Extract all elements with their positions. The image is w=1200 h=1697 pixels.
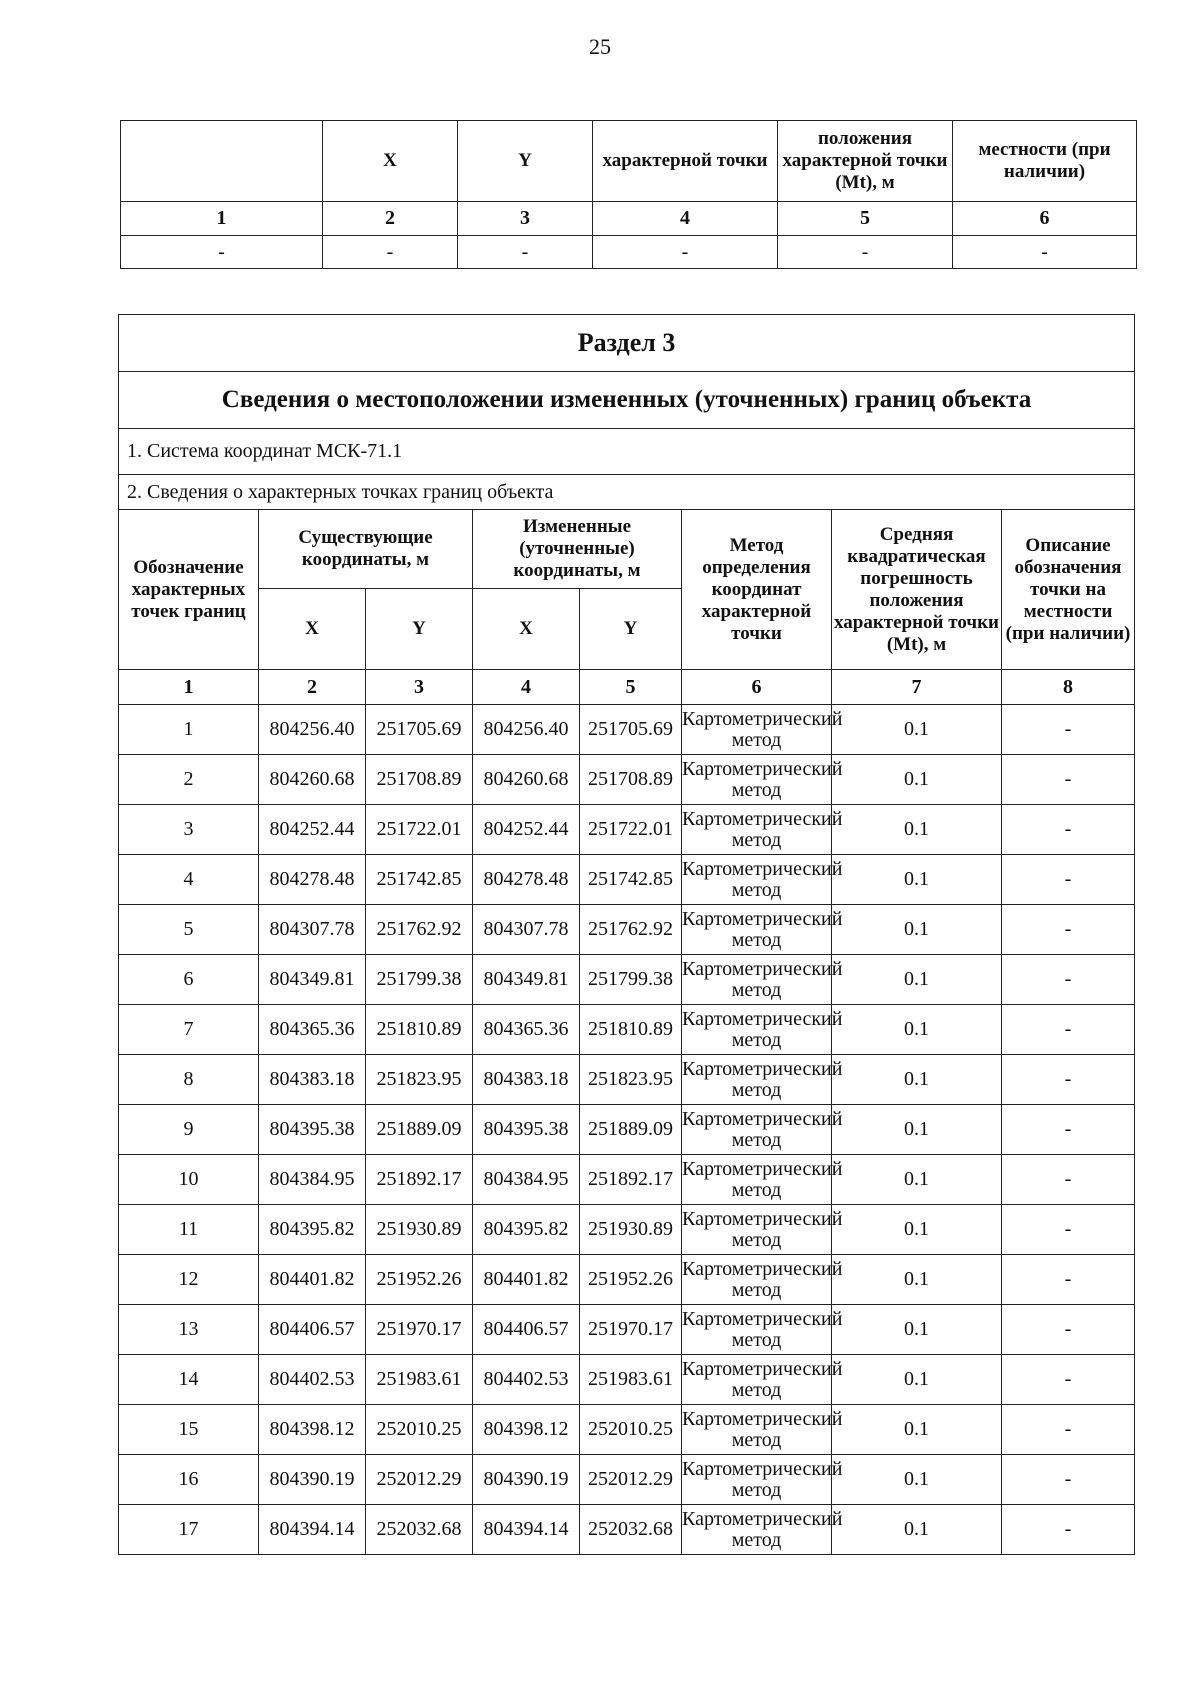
method-cell: Картометрический метод [682, 1105, 832, 1155]
coord-system-row [119, 429, 1135, 475]
mean-error-cell: 0.1 [832, 1155, 1002, 1205]
column-number: 3 [366, 670, 473, 705]
description-cell: - [1002, 1005, 1135, 1055]
method-cell: Картометрический метод [682, 1355, 832, 1405]
changed-y-cell: 252012.29 [580, 1455, 682, 1505]
table-row [119, 1505, 1135, 1555]
changed-y-cell: 251930.89 [580, 1205, 682, 1255]
point-number-cell: 7 [119, 1005, 259, 1055]
point-number-cell: 9 [119, 1105, 259, 1155]
continuation-header: местности (при наличии) [953, 121, 1137, 202]
mean-error-cell: 0.1 [832, 1305, 1002, 1355]
point-number-cell: 16 [119, 1455, 259, 1505]
description-cell: - [1002, 1405, 1135, 1455]
description-cell: - [1002, 1305, 1135, 1355]
changed-x-cell: 804383.18 [473, 1055, 580, 1105]
coord-system: 1. Система координат МСК-71.1 [119, 429, 1135, 475]
point-number-cell: 6 [119, 955, 259, 1005]
section-title-row [119, 315, 1135, 372]
table-cell: - [458, 236, 593, 269]
point-number-cell: 4 [119, 855, 259, 905]
existing-y-cell: 251705.69 [366, 705, 473, 755]
changed-x-cell: 804401.82 [473, 1255, 580, 1305]
method-cell: Картометрический метод [682, 805, 832, 855]
point-number-cell: 14 [119, 1355, 259, 1405]
table-row [119, 955, 1135, 1005]
point-number-cell: 2 [119, 755, 259, 805]
existing-x-cell: 804402.53 [259, 1355, 366, 1405]
changed-y-cell: 251762.92 [580, 905, 682, 955]
existing-y-cell: 251799.38 [366, 955, 473, 1005]
column-number: 2 [259, 670, 366, 705]
existing-x-cell: 804260.68 [259, 755, 366, 805]
column-number: 1 [119, 670, 259, 705]
column-number: 6 [953, 202, 1137, 236]
header-description: Описание обозначения точки на местности (при наличии) [1002, 510, 1135, 670]
changed-y-cell: 251742.85 [580, 855, 682, 905]
table-row [119, 1455, 1135, 1505]
mean-error-cell: 0.1 [832, 1405, 1002, 1455]
method-cell: Картометрический метод [682, 1305, 832, 1355]
mean-error-cell: 0.1 [832, 1005, 1002, 1055]
table-row [119, 1205, 1135, 1255]
existing-y-cell: 252012.29 [366, 1455, 473, 1505]
table-cell: - [953, 236, 1137, 269]
table-row [119, 705, 1135, 755]
changed-y-cell: 251722.01 [580, 805, 682, 855]
description-cell: - [1002, 1155, 1135, 1205]
continuation-table [120, 120, 1137, 269]
existing-y-cell: 251722.01 [366, 805, 473, 855]
existing-y-cell: 251823.95 [366, 1055, 473, 1105]
table-row [119, 1305, 1135, 1355]
existing-x-cell: 804398.12 [259, 1405, 366, 1455]
table-row [119, 855, 1135, 905]
changed-x-cell: 804406.57 [473, 1305, 580, 1355]
table-row [119, 905, 1135, 955]
existing-x-cell: 804384.95 [259, 1155, 366, 1205]
section-subtitle-row [119, 372, 1135, 429]
changed-y-cell: 251799.38 [580, 955, 682, 1005]
changed-x-cell: 804307.78 [473, 905, 580, 955]
section-subtitle: Сведения о местоположении измененных (уточненных) границ объекта [119, 372, 1135, 429]
changed-y-cell: 251952.26 [580, 1255, 682, 1305]
method-cell: Картометрический метод [682, 1505, 832, 1555]
description-cell: - [1002, 1455, 1135, 1505]
column-number: 7 [832, 670, 1002, 705]
point-number-cell: 15 [119, 1405, 259, 1455]
method-cell: Картометрический метод [682, 1005, 832, 1055]
header-existing: Существующие координаты, м [259, 510, 473, 589]
method-cell: Картометрический метод [682, 1155, 832, 1205]
column-number: 5 [580, 670, 682, 705]
table-row [119, 1005, 1135, 1055]
existing-x-cell: 804394.14 [259, 1505, 366, 1555]
mean-error-cell: 0.1 [832, 1355, 1002, 1405]
existing-y-cell: 251810.89 [366, 1005, 473, 1055]
header-error: Средняя квадратическая погрешность положения характерной точки (Mt), м [832, 510, 1002, 670]
description-cell: - [1002, 955, 1135, 1005]
existing-x-cell: 804278.48 [259, 855, 366, 905]
changed-y-cell: 251708.89 [580, 755, 682, 805]
changed-y-cell: 251705.69 [580, 705, 682, 755]
table-row [119, 1105, 1135, 1155]
header-existing-x: X [259, 589, 366, 670]
existing-y-cell: 251983.61 [366, 1355, 473, 1405]
table-row [119, 1355, 1135, 1405]
point-number-cell: 11 [119, 1205, 259, 1255]
method-cell: Картометрический метод [682, 1455, 832, 1505]
description-cell: - [1002, 1355, 1135, 1405]
method-cell: Картометрический метод [682, 955, 832, 1005]
point-number-cell: 5 [119, 905, 259, 955]
changed-x-cell: 804395.82 [473, 1205, 580, 1255]
point-number-cell: 3 [119, 805, 259, 855]
method-cell: Картометрический метод [682, 755, 832, 805]
method-cell: Картометрический метод [682, 1405, 832, 1455]
mean-error-cell: 0.1 [832, 955, 1002, 1005]
point-number-cell: 8 [119, 1055, 259, 1105]
table-cell: - [323, 236, 458, 269]
mean-error-cell: 0.1 [832, 1205, 1002, 1255]
points-info: 2. Сведения о характерных точках границ объекта [119, 475, 1135, 510]
continuation-header: характерной точки [593, 121, 778, 202]
existing-y-cell: 251970.17 [366, 1305, 473, 1355]
existing-y-cell: 251708.89 [366, 755, 473, 805]
section-3-table [118, 314, 1135, 1555]
point-number-cell: 17 [119, 1505, 259, 1555]
table-row [119, 1055, 1135, 1105]
method-cell: Картометрический метод [682, 705, 832, 755]
section-title: Раздел 3 [119, 315, 1135, 372]
table-row [119, 755, 1135, 805]
existing-y-cell: 252032.68 [366, 1505, 473, 1555]
continuation-header-row [121, 121, 1137, 202]
existing-x-cell: 804395.82 [259, 1205, 366, 1255]
mean-error-cell: 0.1 [832, 1255, 1002, 1305]
table-cell: - [593, 236, 778, 269]
table-row [119, 1405, 1135, 1455]
continuation-row [121, 236, 1137, 269]
existing-y-cell: 251930.89 [366, 1205, 473, 1255]
changed-x-cell: 804278.48 [473, 855, 580, 905]
column-number: 5 [778, 202, 953, 236]
existing-x-cell: 804406.57 [259, 1305, 366, 1355]
changed-y-cell: 251823.95 [580, 1055, 682, 1105]
changed-y-cell: 251970.17 [580, 1305, 682, 1355]
changed-y-cell: 252032.68 [580, 1505, 682, 1555]
mean-error-cell: 0.1 [832, 905, 1002, 955]
changed-y-cell: 251983.61 [580, 1355, 682, 1405]
existing-x-cell: 804395.38 [259, 1105, 366, 1155]
existing-y-cell: 252010.25 [366, 1405, 473, 1455]
changed-y-cell: 251889.09 [580, 1105, 682, 1155]
continuation-column-numbers [121, 202, 1137, 236]
table-row [119, 805, 1135, 855]
existing-x-cell: 804401.82 [259, 1255, 366, 1305]
continuation-header: X [323, 121, 458, 202]
description-cell: - [1002, 1055, 1135, 1105]
existing-x-cell: 804252.44 [259, 805, 366, 855]
mean-error-cell: 0.1 [832, 1055, 1002, 1105]
column-number: 8 [1002, 670, 1135, 705]
column-number: 6 [682, 670, 832, 705]
description-cell: - [1002, 705, 1135, 755]
header-changed-x: X [473, 589, 580, 670]
description-cell: - [1002, 855, 1135, 905]
existing-y-cell: 251889.09 [366, 1105, 473, 1155]
method-cell: Картометрический метод [682, 905, 832, 955]
continuation-header: положения характерной точки (Mt), м [778, 121, 953, 202]
changed-x-cell: 804252.44 [473, 805, 580, 855]
method-cell: Картометрический метод [682, 1205, 832, 1255]
column-number: 3 [458, 202, 593, 236]
existing-x-cell: 804383.18 [259, 1055, 366, 1105]
method-cell: Картометрический метод [682, 1055, 832, 1105]
changed-x-cell: 804394.14 [473, 1505, 580, 1555]
changed-y-cell: 251892.17 [580, 1155, 682, 1205]
column-number: 4 [473, 670, 580, 705]
mean-error-cell: 0.1 [832, 755, 1002, 805]
continuation-header: Y [458, 121, 593, 202]
method-cell: Картометрический метод [682, 855, 832, 905]
description-cell: - [1002, 905, 1135, 955]
existing-x-cell: 804365.36 [259, 1005, 366, 1055]
existing-x-cell: 804307.78 [259, 905, 366, 955]
page-number: 25 [589, 34, 611, 59]
description-cell: - [1002, 1255, 1135, 1305]
changed-x-cell: 804256.40 [473, 705, 580, 755]
column-number: 2 [323, 202, 458, 236]
points-info-row [119, 475, 1135, 510]
column-numbers-row [119, 670, 1135, 705]
table-row [119, 1255, 1135, 1305]
continuation-header [121, 121, 323, 202]
existing-x-cell: 804390.19 [259, 1455, 366, 1505]
description-cell: - [1002, 1205, 1135, 1255]
changed-x-cell: 804402.53 [473, 1355, 580, 1405]
description-cell: - [1002, 755, 1135, 805]
changed-x-cell: 804395.38 [473, 1105, 580, 1155]
header-existing-y: Y [366, 589, 473, 670]
table-cell: - [121, 236, 323, 269]
changed-x-cell: 804390.19 [473, 1455, 580, 1505]
mean-error-cell: 0.1 [832, 855, 1002, 905]
changed-y-cell: 251810.89 [580, 1005, 682, 1055]
description-cell: - [1002, 1105, 1135, 1155]
changed-x-cell: 804384.95 [473, 1155, 580, 1205]
changed-x-cell: 804349.81 [473, 955, 580, 1005]
table-cell: - [778, 236, 953, 269]
changed-x-cell: 804260.68 [473, 755, 580, 805]
mean-error-cell: 0.1 [832, 1455, 1002, 1505]
point-number-cell: 10 [119, 1155, 259, 1205]
mean-error-cell: 0.1 [832, 1505, 1002, 1555]
point-number-cell: 13 [119, 1305, 259, 1355]
method-cell: Картометрический метод [682, 1255, 832, 1305]
point-number-cell: 12 [119, 1255, 259, 1305]
mean-error-cell: 0.1 [832, 1105, 1002, 1155]
header-method: Метод определения координат характерной точки [682, 510, 832, 670]
existing-y-cell: 251762.92 [366, 905, 473, 955]
header-designation: Обозначение характерных точек границ [119, 510, 259, 670]
column-number: 1 [121, 202, 323, 236]
table-row [119, 1155, 1135, 1205]
point-number-cell: 1 [119, 705, 259, 755]
mean-error-cell: 0.1 [832, 805, 1002, 855]
existing-y-cell: 251742.85 [366, 855, 473, 905]
existing-x-cell: 804256.40 [259, 705, 366, 755]
column-number: 4 [593, 202, 778, 236]
changed-y-cell: 252010.25 [580, 1405, 682, 1455]
existing-y-cell: 251892.17 [366, 1155, 473, 1205]
existing-y-cell: 251952.26 [366, 1255, 473, 1305]
mean-error-cell: 0.1 [832, 705, 1002, 755]
description-cell: - [1002, 1505, 1135, 1555]
header-changed: Измененные (уточненные) координаты, м [473, 510, 682, 589]
existing-x-cell: 804349.81 [259, 955, 366, 1005]
description-cell: - [1002, 805, 1135, 855]
changed-x-cell: 804365.36 [473, 1005, 580, 1055]
header-changed-y: Y [580, 589, 682, 670]
changed-x-cell: 804398.12 [473, 1405, 580, 1455]
header-row-1 [119, 510, 1135, 589]
